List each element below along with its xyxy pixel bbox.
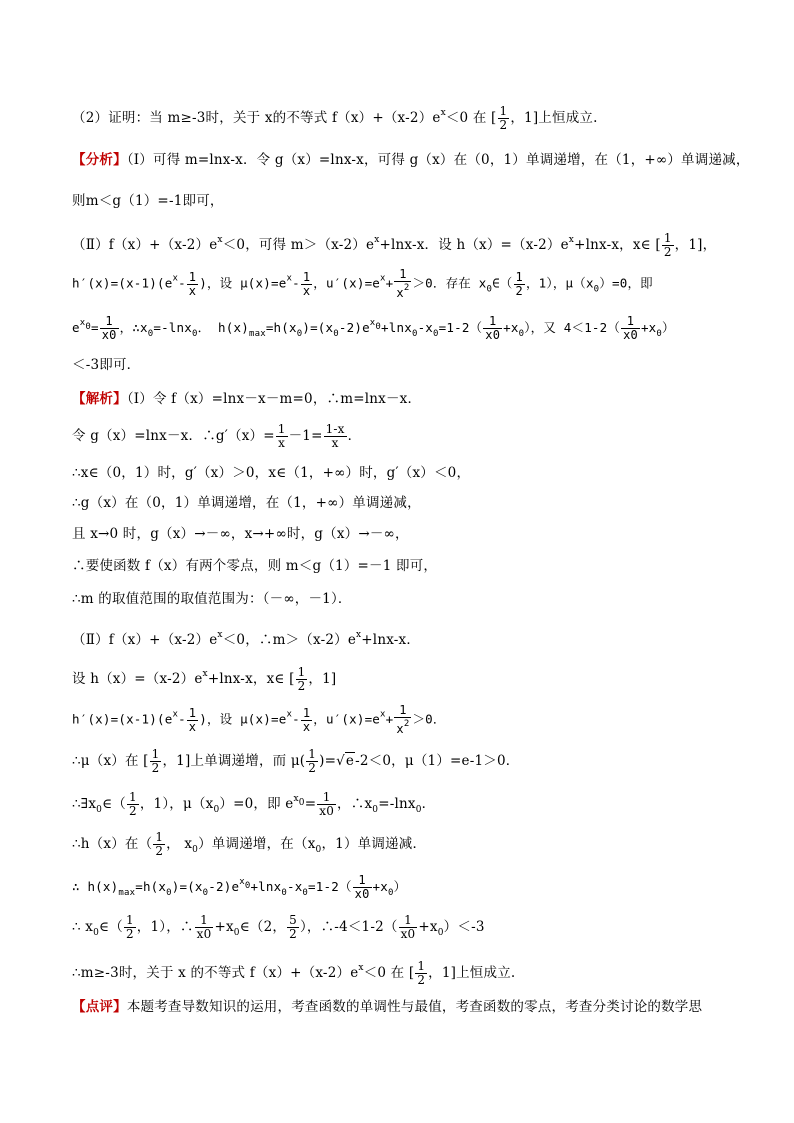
- t: ）: [393, 879, 407, 894]
- analysis-line-2: [72, 191, 224, 211]
- t: （Ⅱ）f（x）+（x-2）e: [72, 237, 218, 253]
- s: 0: [437, 928, 444, 938]
- solution-line-1: [72, 389, 421, 409]
- s: 0: [166, 888, 172, 898]
- s: 0: [593, 284, 600, 295]
- t: ，1），∴: [136, 919, 194, 935]
- x: x: [79, 318, 86, 328]
- t: +lnx: [250, 879, 282, 894]
- n: 1-x: [325, 422, 345, 436]
- d: 2: [663, 245, 672, 259]
- d: x0: [623, 328, 638, 342]
- fraction: [394, 704, 411, 736]
- t: +x: [418, 919, 438, 935]
- s: 0: [387, 888, 394, 898]
- n: 1: [155, 830, 164, 844]
- n: 1: [483, 315, 502, 329]
- solution-line-14: [72, 872, 406, 903]
- fraction: [150, 748, 162, 775]
- solution-line-2: [72, 423, 361, 450]
- d: x: [188, 283, 197, 298]
- n: 1: [125, 913, 134, 927]
- analysis-line-4: [72, 268, 653, 300]
- t: ，u′(x)=e: [313, 711, 381, 727]
- d: 2: [125, 927, 134, 941]
- num: 1: [499, 104, 508, 118]
- text: （Ⅰ）可得 m=lnx-x．令 g（x）=lnx-x，可得 g（x）在（0，1）单调递增，在（1，+∞）单调递减，: [126, 152, 750, 168]
- t: ．: [347, 428, 362, 444]
- t: ）单调递增，在（x: [198, 836, 316, 852]
- d: 2: [155, 844, 164, 858]
- n: 1: [297, 665, 306, 679]
- n: 1: [151, 747, 160, 761]
- text: ∴g（x）在（0，1）单调递增，在（1，+∞）单调递减，: [72, 495, 421, 511]
- s: 0: [315, 845, 322, 855]
- fraction: [514, 271, 525, 298]
- fraction: [399, 914, 418, 941]
- solution-line-7: [72, 589, 352, 609]
- t: =: [304, 796, 317, 812]
- e: x: [374, 235, 380, 245]
- t: +x: [214, 919, 234, 935]
- fraction: [317, 791, 336, 818]
- t: ∈（: [492, 275, 513, 291]
- t: ＞0．: [412, 711, 446, 727]
- t: ∴μ（x）在 [: [72, 753, 149, 769]
- t: -: [178, 275, 186, 291]
- t: ∈（: [102, 796, 126, 812]
- d: 2: [289, 927, 297, 941]
- t: ，1），μ（x: [525, 275, 594, 291]
- solution-line-5: [72, 524, 409, 544]
- t: ）=0，即: [599, 275, 653, 291]
- s: max: [248, 329, 266, 339]
- e: x: [202, 669, 208, 679]
- s: 0: [486, 284, 493, 295]
- t: ∈（: [99, 919, 123, 935]
- s: 0: [298, 798, 305, 808]
- t: ，∴x: [337, 796, 373, 812]
- exp: [369, 318, 382, 332]
- t: ＜0，可得 m＞（x-2）e: [222, 237, 375, 253]
- e: x: [286, 273, 293, 284]
- exp: [239, 877, 251, 891]
- t: -2＜0，μ（1）=e-1＞0．: [355, 753, 520, 769]
- analysis-tag: 【分析】: [72, 152, 127, 168]
- t: -: [178, 711, 186, 727]
- d: 2: [308, 761, 317, 775]
- s: 0: [93, 928, 100, 938]
- n: 5: [289, 913, 297, 927]
- t: ∈（2，: [239, 919, 287, 935]
- solution-line-3: [72, 463, 470, 483]
- s: 0: [302, 888, 309, 898]
- text: （Ⅰ）令 f（x）=lnx－x－m=0，∴m=lnx－x．: [126, 391, 422, 407]
- solution-line-12: [72, 789, 435, 820]
- fraction: [483, 315, 502, 342]
- fraction: [100, 315, 119, 342]
- t: ∴h（x）在（: [72, 836, 153, 852]
- text: ∴要使函数 f（x）有两个零点，则 m＜g（1）=－1 即可，: [72, 558, 438, 574]
- t: －1=: [288, 428, 323, 444]
- den: 2: [499, 118, 508, 132]
- t: +lnx-x．: [361, 632, 421, 648]
- n: 1: [394, 268, 411, 282]
- exp: [79, 318, 91, 332]
- solution-line-10: [72, 704, 446, 736]
- s: 0: [375, 322, 382, 332]
- solution-line-4: [72, 493, 421, 513]
- t: ∴m≥-3时，关于 x 的不等式 f（x）+（x-2）e: [72, 965, 359, 981]
- t: -x: [417, 320, 434, 335]
- t: ）＜-3: [443, 919, 485, 935]
- text: 本题考查导数知识的运用，考查函数的单调性与最值，考查函数的零点，考查分类讨论的数学思: [126, 999, 703, 1015]
- solution-line-16: [72, 958, 515, 987]
- t: -2)e: [338, 320, 370, 335]
- d: [394, 282, 411, 300]
- text: ∴x∈（0，1）时，g′（x）＞0，x∈（1，+∞）时，g′（x）＜0，: [72, 465, 471, 481]
- text: （2）证明：当 m≥-3时，关于 x的不等式 f（x）+（x-2）e: [72, 110, 441, 126]
- n: 1: [302, 269, 311, 284]
- fraction: [195, 914, 214, 941]
- n: 1: [195, 914, 214, 928]
- exp: x: [440, 108, 446, 118]
- analysis-line-3: [72, 230, 716, 259]
- t: =1-2（: [308, 879, 352, 894]
- s: 0: [281, 888, 287, 898]
- n: 1: [302, 705, 311, 720]
- s: 0: [192, 845, 199, 855]
- solution-line-6: [72, 556, 437, 576]
- t: 设 h（x）=（x-2）e: [72, 671, 203, 687]
- t: ， x: [166, 836, 193, 852]
- t: h′(x)=(x-1)(e: [72, 711, 173, 727]
- t: =-lnx: [153, 320, 192, 335]
- fraction: [353, 874, 372, 901]
- s: 0: [244, 881, 251, 891]
- n: 1: [663, 231, 672, 245]
- e: x: [217, 235, 223, 245]
- fraction: [498, 105, 510, 132]
- e: x: [380, 709, 386, 720]
- t: +lnx-x，x∈ [: [207, 671, 295, 687]
- s: 0: [656, 329, 663, 339]
- t: ）: [662, 320, 675, 335]
- t: ），∴-4＜1-2（: [299, 919, 398, 935]
- t: )=(x: [171, 879, 203, 894]
- n: 1: [317, 791, 336, 805]
- s: 0: [192, 329, 198, 339]
- t: （Ⅱ）f（x）+（x-2）e: [72, 632, 218, 648]
- t: -2)e: [208, 879, 240, 894]
- t: =1-2（: [438, 320, 483, 335]
- t: ＜0 在 [: [363, 965, 415, 981]
- solution-line-13: [72, 831, 426, 860]
- e: x: [217, 630, 223, 640]
- exp: [293, 794, 305, 808]
- s: 0: [213, 805, 220, 815]
- d: x0: [319, 804, 335, 818]
- x: x: [396, 286, 404, 300]
- t: ，1]上单调递增，而 μ(: [162, 753, 306, 769]
- t: +x: [640, 320, 657, 335]
- t: ，1），μ（x: [139, 796, 214, 812]
- t: -: [292, 711, 300, 727]
- d: 2: [297, 679, 306, 693]
- fraction: [662, 232, 674, 259]
- t: ∴ h(x): [72, 879, 119, 894]
- e: x: [356, 630, 362, 640]
- d: x: [188, 719, 197, 734]
- s: 0: [233, 928, 240, 938]
- t: )=(x: [302, 320, 334, 335]
- s: 0: [202, 888, 209, 898]
- t: =h(x: [265, 320, 297, 335]
- e: x: [286, 709, 293, 720]
- text: ∴m 的取值范围的取值范围为：（－∞，－1）．: [72, 591, 352, 607]
- d: x0: [354, 887, 370, 901]
- text: ，1]上恒成立.: [510, 110, 598, 126]
- s: 0: [411, 329, 418, 339]
- d: x: [331, 436, 339, 450]
- n: 1: [188, 269, 197, 284]
- t: ，u′(x)=e: [313, 275, 381, 291]
- x: x: [293, 794, 299, 804]
- x: x: [239, 877, 245, 887]
- n: 1: [394, 704, 411, 718]
- d: x: [302, 719, 311, 734]
- t: )=: [319, 753, 337, 769]
- t: +lnx: [381, 320, 412, 335]
- t: ，1]，: [674, 237, 717, 253]
- d: x0: [485, 328, 501, 342]
- e: x: [358, 963, 364, 973]
- problem-part-2: [72, 103, 598, 132]
- t: )，设 μ(x)=e: [199, 711, 287, 727]
- s: 0: [518, 329, 525, 339]
- t: +lnx-x，x∈ [: [574, 237, 661, 253]
- t: ∴ x: [72, 919, 94, 935]
- d: x: [278, 436, 286, 450]
- sqrt-icon: √: [336, 753, 345, 769]
- sqrt-body: e: [345, 753, 355, 769]
- t: ，∴x: [119, 320, 148, 335]
- solution-line-9: [72, 664, 336, 693]
- d: x0: [196, 927, 212, 941]
- e: x: [568, 235, 575, 245]
- solution-line-11: [72, 748, 519, 775]
- n: 1: [417, 959, 426, 973]
- fraction: [127, 791, 139, 818]
- t: =h(x: [135, 879, 167, 894]
- n: 1: [353, 874, 372, 888]
- t: ）=0，即 e: [219, 796, 294, 812]
- text: 则m＜g（1）=-1即可，: [72, 193, 224, 209]
- t: ，1）单调递减．: [321, 836, 427, 852]
- d: 2: [128, 804, 137, 818]
- s: 0: [147, 329, 154, 339]
- analysis-line-5: [72, 313, 675, 344]
- d: 2: [417, 973, 426, 987]
- fraction: [415, 960, 427, 987]
- s: 0: [415, 805, 422, 815]
- s: max: [118, 888, 136, 898]
- fraction: [394, 268, 411, 300]
- t: +: [385, 275, 394, 291]
- fraction: [276, 423, 288, 450]
- t: +lnx-x．设 h（x）=（x-2）e: [379, 237, 569, 253]
- d: 2: [515, 283, 523, 298]
- text: ＜0 在 [: [445, 110, 497, 126]
- s: 0: [333, 329, 339, 339]
- t: ，1]: [308, 671, 337, 687]
- n: 1: [188, 705, 197, 720]
- analysis-line-6: [72, 355, 140, 375]
- e: x: [172, 273, 179, 284]
- comment-line: [72, 997, 702, 1017]
- fraction: [153, 831, 165, 858]
- n: 1: [277, 422, 286, 436]
- n: 1: [399, 914, 418, 928]
- t: )，设 μ(x)=e: [199, 275, 287, 291]
- t: ． h(x): [197, 320, 249, 335]
- t: ，1]上恒成立.: [428, 965, 516, 981]
- fraction: [301, 707, 312, 734]
- fraction: [296, 666, 308, 693]
- n: 1: [621, 315, 640, 329]
- s: 0: [296, 329, 303, 339]
- t: ．: [421, 796, 436, 812]
- t: h′(x)=(x-1)(e: [72, 275, 173, 291]
- d: x0: [400, 927, 416, 941]
- t: ＞0．存在 x: [412, 275, 487, 291]
- t: =: [90, 320, 99, 335]
- d: x0: [101, 328, 117, 342]
- fraction: [621, 315, 640, 342]
- t: 令 g（x）=lnx－x．∴g′（x）=: [72, 428, 275, 444]
- fraction: [306, 748, 318, 775]
- analysis-line-1: [72, 150, 750, 170]
- t: +: [385, 711, 394, 727]
- e: x: [172, 709, 179, 720]
- e: x: [380, 273, 386, 284]
- s: 0: [85, 322, 91, 332]
- n: 1: [128, 790, 137, 804]
- sq: 2: [403, 719, 410, 729]
- x: x: [396, 722, 404, 736]
- comment-tag: 【点评】: [72, 999, 127, 1015]
- t: -x: [286, 879, 303, 894]
- n: 1: [308, 747, 317, 761]
- t: e: [72, 320, 80, 335]
- t: ∴∃x: [72, 796, 97, 812]
- fraction: [324, 423, 347, 450]
- fraction: [287, 914, 299, 941]
- fraction: [187, 271, 198, 298]
- n: 1: [515, 269, 523, 284]
- t: =-lnx: [378, 796, 416, 812]
- s: 0: [372, 805, 379, 815]
- text: ＜-3即可．: [72, 357, 141, 373]
- t: ＜0，∴m＞（x-2）e: [222, 632, 357, 648]
- fraction: [124, 914, 136, 941]
- t: -: [292, 275, 300, 291]
- t: +x: [503, 320, 519, 335]
- sq: 2: [403, 283, 410, 293]
- s: 0: [96, 805, 103, 815]
- solution-line-8: [72, 625, 420, 650]
- t: +x: [372, 879, 388, 894]
- t: ），又 4＜1-2（: [524, 320, 621, 335]
- d: 2: [151, 761, 160, 775]
- s: 0: [433, 329, 439, 339]
- text: 且 x→0 时，g（x）→－∞，x→+∞时，g（x）→－∞，: [72, 526, 409, 542]
- solution-line-15: [72, 914, 485, 943]
- fraction: [187, 707, 198, 734]
- x: x: [369, 318, 376, 328]
- n: 1: [100, 315, 119, 329]
- d: x: [302, 283, 311, 298]
- solution-tag: 【解析】: [72, 391, 127, 407]
- fraction: [301, 271, 312, 298]
- d: [394, 718, 411, 736]
